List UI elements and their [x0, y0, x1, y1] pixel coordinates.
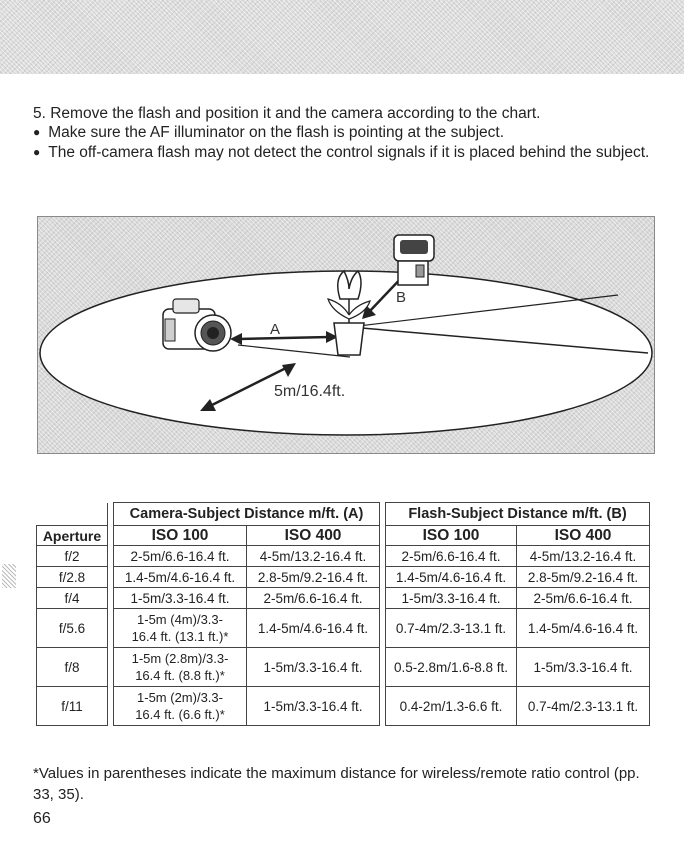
value-cell: 4-5m/13.2-16.4 ft.: [247, 546, 380, 567]
value-cell: [114, 609, 247, 648]
value-cell: 2.8-5m/9.2-16.4 ft.: [517, 567, 650, 588]
value-cell: 1-5m/3.3-16.4 ft.: [386, 588, 517, 609]
value-line: 16.4 ft. (6.6 ft.)*: [135, 707, 225, 722]
value-cell: [114, 687, 247, 726]
distance-label: 5m/16.4ft.: [274, 383, 346, 400]
value-cell: 0.5-2.8m/1.6-8.8 ft.: [386, 648, 517, 687]
flash-unit-icon: [394, 235, 434, 285]
bullet-af-illuminator: ● Make sure the AF illuminator on the flash is pointing at the subject.: [33, 123, 653, 143]
label-b: B: [396, 289, 407, 306]
value-line: 1-5m (4m)/3.3-: [137, 612, 223, 627]
distance-table-wrap: [36, 502, 650, 726]
value-line: 16.4 ft. (8.8 ft.)*: [135, 668, 225, 683]
value-cell: 1-5m/3.3-16.4 ft.: [517, 648, 650, 687]
bullet-control-signals: ● The off-camera flash may not detect the control signals if it is placed behind the subject.: [33, 143, 653, 163]
table-row: [37, 546, 650, 567]
value-cell: 2-5m/6.6-16.4 ft.: [386, 546, 517, 567]
iso-header-b400: ISO 400: [517, 526, 650, 546]
value-cell: [114, 648, 247, 687]
iso-header-b100: ISO 100: [386, 526, 517, 546]
step-5-text: 5. Remove the flash and position it and the camera according to the chart.: [33, 105, 541, 122]
page-number: 66: [33, 810, 51, 827]
instructions: [33, 104, 653, 163]
iso-header-a100: ISO 100: [114, 526, 247, 546]
table-row: [37, 609, 650, 648]
margin-mark: [2, 564, 16, 588]
value-cell: 1.4-5m/4.6-16.4 ft.: [386, 567, 517, 588]
iso-header-a400: ISO 400: [247, 526, 380, 546]
value-cell: 4-5m/13.2-16.4 ft.: [517, 546, 650, 567]
header-band: [0, 0, 684, 74]
value-line: 1-5m (2.8m)/3.3-: [131, 651, 229, 666]
value-cell: 1-5m/3.3-16.4 ft.: [247, 687, 380, 726]
aperture-header: Aperture: [37, 526, 108, 546]
group-header-flash-subject: Flash-Subject Distance m/ft. (B): [386, 503, 650, 526]
setup-diagram: [37, 216, 655, 454]
setup-illustration: [38, 217, 654, 453]
label-a: A: [270, 321, 281, 338]
value-cell: 1-5m/3.3-16.4 ft.: [247, 648, 380, 687]
value-cell: 1-5m/3.3-16.4 ft.: [114, 588, 247, 609]
aperture-cell: f/4: [37, 588, 108, 609]
value-cell: 2-5m/6.6-16.4 ft.: [247, 588, 380, 609]
table-row: [37, 588, 650, 609]
distance-table: [36, 502, 650, 726]
table-row: [37, 648, 650, 687]
aperture-cell: f/2.8: [37, 567, 108, 588]
table-row: [37, 567, 650, 588]
value-cell: 0.7-4m/2.3-13.1 ft.: [386, 609, 517, 648]
group-header-camera-subject: Camera-Subject Distance m/ft. (A): [114, 503, 380, 526]
value-cell: 1.4-5m/4.6-16.4 ft.: [247, 609, 380, 648]
value-cell: 2-5m/6.6-16.4 ft.: [114, 546, 247, 567]
value-cell: 0.7-4m/2.3-13.1 ft.: [517, 687, 650, 726]
value-cell: 0.4-2m/1.3-6.6 ft.: [386, 687, 517, 726]
value-cell: 2-5m/6.6-16.4 ft.: [517, 588, 650, 609]
value-line: 16.4 ft. (13.1 ft.)*: [131, 629, 229, 644]
table-row: [37, 687, 650, 726]
aperture-cell: f/8: [37, 648, 108, 687]
aperture-cell: f/2: [37, 546, 108, 567]
value-line: 1-5m (2m)/3.3-: [137, 690, 223, 705]
value-cell: 2.8-5m/9.2-16.4 ft.: [247, 567, 380, 588]
value-cell: 1.4-5m/4.6-16.4 ft.: [114, 567, 247, 588]
footnote: *Values in parentheses indicate the maximum distance for wireless/remote ratio control (pp. 33, 35).: [33, 765, 640, 803]
aperture-cell: f/5.6: [37, 609, 108, 648]
value-cell: 1.4-5m/4.6-16.4 ft.: [517, 609, 650, 648]
aperture-cell: f/11: [37, 687, 108, 726]
